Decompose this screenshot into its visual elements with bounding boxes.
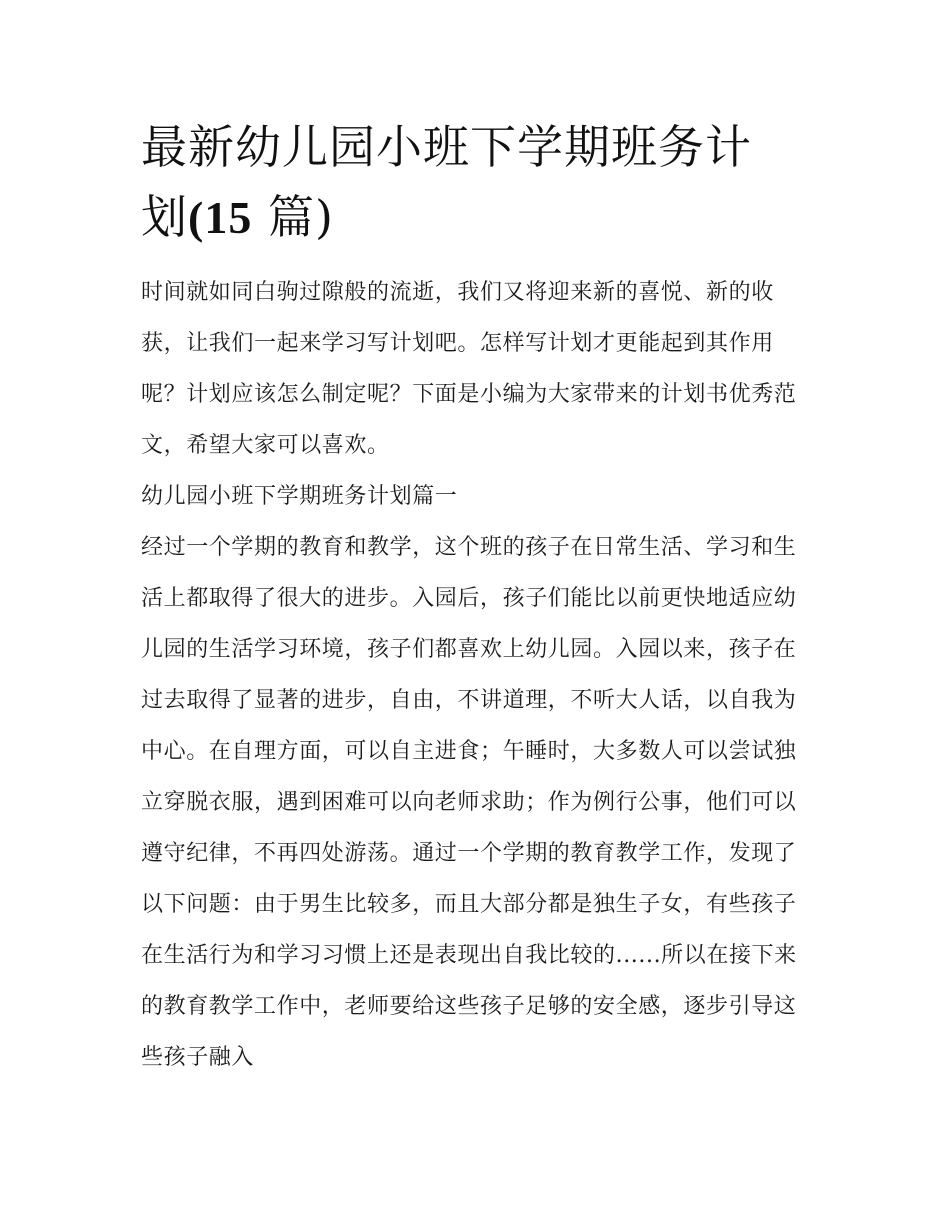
- title-line-2-prefix: 划: [141, 190, 188, 244]
- title-line-2-suffix: 篇): [252, 190, 334, 244]
- intro-paragraph: 时间就如同白驹过隙般的流逝，我们又将迎来新的喜悦、新的收获，让我们一起来学习写计划吧。怎样写计划才更能起到其作用呢？计划应该怎么制定呢？下面是小编为大家带来的计划书优秀范文，希望大家可以喜欢。: [141, 280, 797, 458]
- body-paragraph: 经过一个学期的教育和教学，这个班的孩子在日常生活、学习和生活上都取得了很大的进步。入园后，孩子们能比以前更快地适应幼儿园的生活学习环境，孩子们都喜欢上幼儿园。入园以来，孩子在过去取得了显著的进步，自由，不讲道理，不听大人话，以自我为中心。在自理方面，可以自主进食；午睡时，大多数人可以尝试独立穿脱衣服，遇到困难可以向老师求助；作为例行公事，他们可以遵守纪律，不再四处游荡。通过一个学期的教育教学工作，发现了以下问题：由于男生比较多，而且大部分都是独生子女，有些孩子在生活行为和学习习惯上还是表现出自我比较的......所以在接下来的教育教学工作中，老师要给这些孩子足够的安全感，逐步引导这些孩子融入: [141, 535, 797, 1070]
- title-line-1: 最新幼儿园小班下学期班务计: [141, 120, 752, 174]
- document-content: [141, 112, 813, 1083]
- section-heading: 幼儿园小班下学期班务计划篇一: [141, 484, 458, 509]
- document-title: [141, 112, 813, 253]
- title-count: (15: [188, 192, 253, 243]
